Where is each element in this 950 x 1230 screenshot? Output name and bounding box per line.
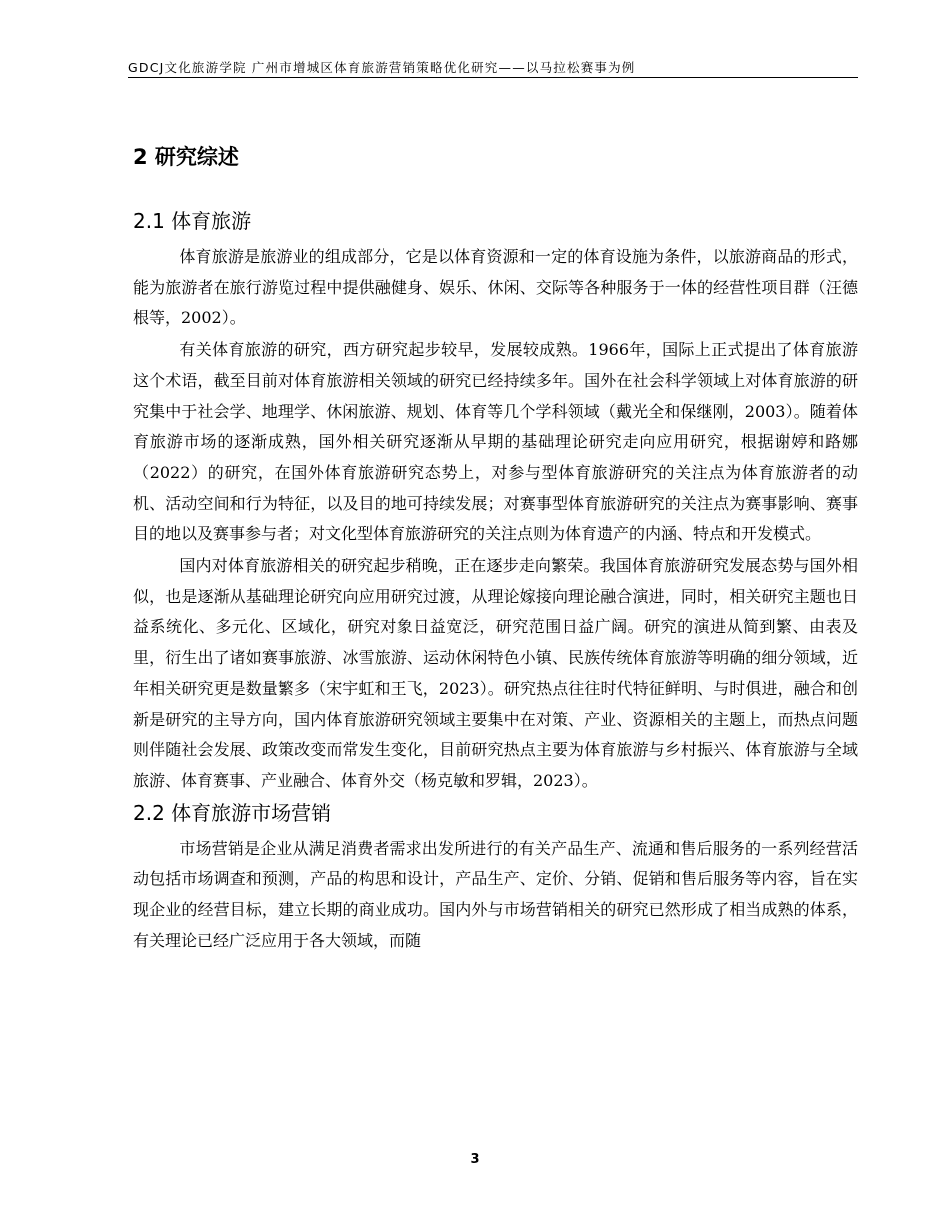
- section-2-2: [133, 798, 858, 957]
- chapter-title: 2 研究综述: [133, 145, 239, 169]
- paragraph: 有关体育旅游的研究，西方研究起步较早，发展较成熟。1966年，国际上正式提出了体育旅游这个术语，截至目前对体育旅游相关领域的研究已经持续多年。国外在社会科学领域上对体育旅游的研究集中于社会学、地理学、休闲旅游、规划、体育等几个学科领域（戴光全和保继刚，2003）。随着体育旅游市场的逐渐成熟，国外相关研究逐渐从早期的基础理论研究走向应用研究，根据谢婷和路娜（2022）的研究，在国外体育旅游研究态势上，对参与型体育旅游研究的关注点为体育旅游者的动机、活动空间和行为特征，以及目的地可持续发展；对赛事型体育旅游研究的关注点为赛事影响、赛事目的地以及赛事参与者；对文化型体育旅游研究的关注点则为体育遗产的内涵、特点和开发模式。: [133, 340, 858, 544]
- page-number: 3: [470, 1152, 480, 1167]
- running-header: GDCJ文化旅游学院 广州市增城区体育旅游营销策略优化研究——以马拉松赛事为例: [128, 60, 636, 75]
- page-content: [133, 142, 858, 957]
- paragraph: 国内对体育旅游相关的研究起步稍晚，正在逐步走向繁荣。我国体育旅游研究发展态势与国外相似，也是逐渐从基础理论研究向应用研究过渡，从理论嫁接向理论融合演进，同时，相关研究主题也日益系统化、多元化、区域化，研究对象日益宽泛，研究范围日益广阔。研究的演进从简到繁、由表及里，衍生出了诸如赛事旅游、冰雪旅游、运动休闲特色小镇、民族传统体育旅游等明确的细分领域，近年相关研究更是数量繁多（宋宇虹和王飞，2023）。研究热点往往时代特征鲜明、与时俱进，融合和创新是研究的主导方向，国内体育旅游研究领域主要集中在对策、产业、资源相关的主题上，而热点问题则伴随社会发展、政策改变而常发生变化，目前研究热点主要为体育旅游与乡村振兴、体育旅游与全域旅游、体育赛事、产业融合、体育外交（杨克敏和罗辑，2023）。: [133, 556, 858, 790]
- section-title: 2.1 体育旅游: [133, 209, 252, 233]
- paragraph: 市场营销是企业从满足消费者需求出发所进行的有关产品生产、流通和售后服务的一系列经营活动包括市场调查和预测，产品的构思和设计，产品生产、定价、分销、促销和售后服务等内容，旨在实现企业的经营目标，建立长期的商业成功。国内外与市场营销相关的研究已然形成了相当成熟的体系，有关理论已经广泛应用于各大领域，而随: [133, 838, 858, 950]
- header-rule: [128, 77, 858, 78]
- paragraph: 体育旅游是旅游业的组成部分，它是以体育资源和一定的体育设施为条件，以旅游商品的形式，能为旅游者在旅行游览过程中提供融健身、娱乐、休闲、交际等各种服务于一体的经营性项目群（汪德根等，2002）。: [133, 247, 858, 328]
- section-2-1: [133, 206, 858, 797]
- section-title: 2.2 体育旅游市场营销: [133, 800, 332, 825]
